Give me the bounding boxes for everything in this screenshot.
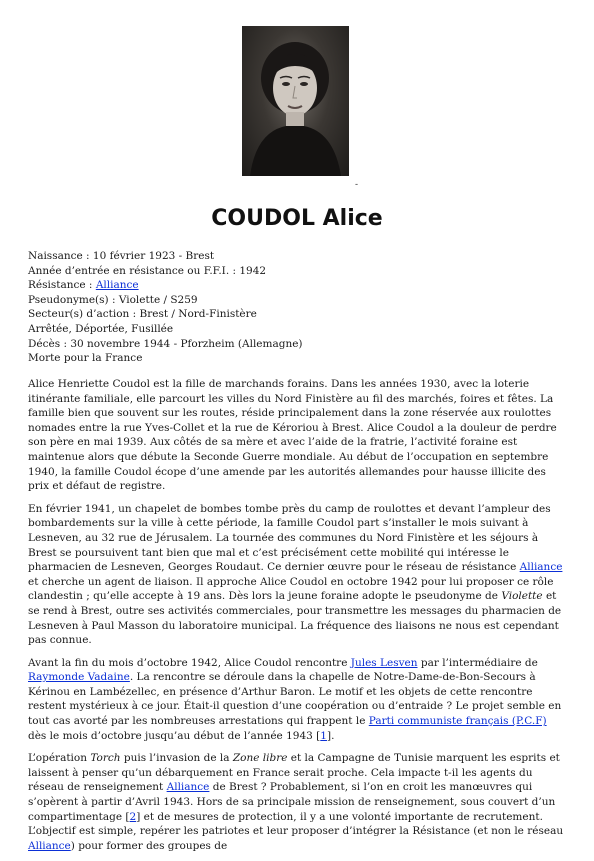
footnote-1-link[interactable]: 1 [320, 729, 327, 742]
paragraph-4 [28, 751, 568, 853]
page-title: COUDOL Alice [211, 206, 383, 231]
alliance-link[interactable]: Alliance [28, 839, 71, 852]
portrait-photo [242, 26, 349, 176]
paragraph-text: Avant la fin du mois d’octobre 1942, Alice Coudol rencontre [28, 656, 351, 669]
fate-status: Arrêtée, Déportée, Fusillée [28, 322, 174, 335]
zone-emphasis: Zone libre [232, 752, 288, 765]
alliance-link[interactable]: Alliance [519, 561, 563, 574]
paragraph-1 [28, 377, 568, 494]
paragraph-text: En février 1941, un chapelet de bombes tombe près du camp de roulottes et devant l’ampleur des bombardements sur la ville à cette période, la famille Coudol part s’installer le mois suivant à Lesneven, au 32 rue de Jérusalem. La tournée des communes du Nord Finistère et les séjours à Brest se poursuivent tant bien que mal et c’est précisément cette mobilité qui intéresse le pharmacien de Lesneven, Georges Roudaut. Ce dernier œuvre pour le réseau de résistance [28, 502, 551, 574]
jules-lesven-link[interactable]: Jules Lesven [350, 656, 418, 669]
paragraph-text: et se rend à Brest, outre ses activités commerciales, pour transmettre les messages du pharmacien de Lesneven à Paul Masson du laboratoire municipal. La fréquence des liaisons ne nous est cependant pas connue. [28, 590, 562, 647]
paragraph-text: par l’intermédiaire de [417, 656, 538, 669]
paragraph-text: puis l’invasion de la [120, 752, 233, 765]
alliance-link[interactable]: Alliance [95, 279, 139, 292]
mention: Morte pour la France [28, 352, 143, 365]
image-link-mark[interactable]: - [355, 180, 359, 190]
paragraph-text: ] et de mesures de protection, il y a une volonté importante de recrutement. L’objectif est simple, repérer les patriotes et leur proposer d’intégrer la Résistance (et non le réseau [28, 810, 564, 838]
resistance-entry-year: Année d’entrée en résistance ou F.F.I. : 1942 [28, 264, 267, 277]
paragraph-text: et la Campagne de Tunisie marquent les esprits et laissent à penser qu’un débarquement en France serait proche. Cela impacte t-il les agents du réseau de renseignement [28, 752, 560, 794]
biography-infobox [28, 249, 568, 366]
paragraph-text: Alice Henriette Coudol est la fille de marchands forains. Dans les années 1930, avec la loterie itinérante familiale, elle parcourt les villes du Nord Finistère au fil des marchés, foires et fêtes. La famille bien que souvent sur les routes, réside principalement dans la zone réservée aux roulottes nomades entre la rue Yves-Collet et la rue de Kéroriou à Brest. Alice Coudol a la douleur de perdre son père en mai 1939. Aux côtés de sa mère et avec l’aide de la fratrie, l’activité foraine est maintenue alors que débute la Seconde Guerre mondiale. Au début de l’occupation en septembre 1940, la famille Coudol écope d’une amende par les autorités allemandes pour hausse illicite des prix et défaut de registre. [28, 378, 557, 493]
paragraph-text: . La rencontre se déroule dans la chapelle de Notre-Dame-de-Bon-Secours à Kérinou en Lambézellec, en présence d’Arthur Baron. Le motif et les objets de cette rencontre restent mystérieux à ce jour. Était-il question d’une coopération ou d’entraide ? Le projet semble en tout cas avorté par les nombreuses arrestations qui frappent le [28, 671, 562, 728]
pseudonyms: Pseudonyme(s) : Violette / S259 [28, 293, 198, 306]
portrait-illustration [242, 26, 349, 176]
operation-emphasis: Torch [90, 752, 121, 765]
footnote-2-link[interactable]: 2 [129, 810, 137, 823]
pseudonym-emphasis: Violette [501, 590, 543, 603]
resistance-label: Résistance : [28, 279, 96, 292]
paragraph-text: et cherche un agent de liaison. Il approche Alice Coudol en octobre 1942 pour lui proposer ce rôle clandestin ; qu’elle accepte à 19 ans. Dès lors la jeune foraine adopte le pseudonyme de [28, 575, 554, 603]
paragraph-text: ]. [326, 729, 335, 742]
paragraph-text: ) pour former des groupes de [70, 839, 228, 852]
paragraph-3 [28, 656, 568, 744]
birth-info: Naissance : 10 février 1923 - Brest [28, 250, 215, 262]
death-info: Décès : 30 novembre 1944 - Pforzheim (Allemagne) [28, 337, 303, 350]
raymonde-vadaine-link[interactable]: Raymonde Vadaine [28, 671, 130, 684]
resistance-network [28, 278, 568, 293]
article-body [28, 377, 568, 861]
pcf-link[interactable]: Parti communiste français (P.C.F) [368, 715, 547, 728]
alliance-link[interactable]: Alliance [166, 781, 210, 794]
paragraph-text: dès le mois d’octobre jusqu’au début de l’année 1943 [ [28, 729, 321, 742]
action-sector: Secteur(s) d’action : Brest / Nord-Finistère [28, 308, 257, 321]
paragraph-text: de Brest ? Probablement, si l’on en croit les manœuvres qui s’opèrent à partir d’Avril 1943. Hors de sa principale mission de renseignement, sous couvert d’un compartimentage [ [28, 781, 556, 823]
paragraph-2 [28, 502, 568, 648]
paragraph-text: L’opération [28, 752, 91, 765]
